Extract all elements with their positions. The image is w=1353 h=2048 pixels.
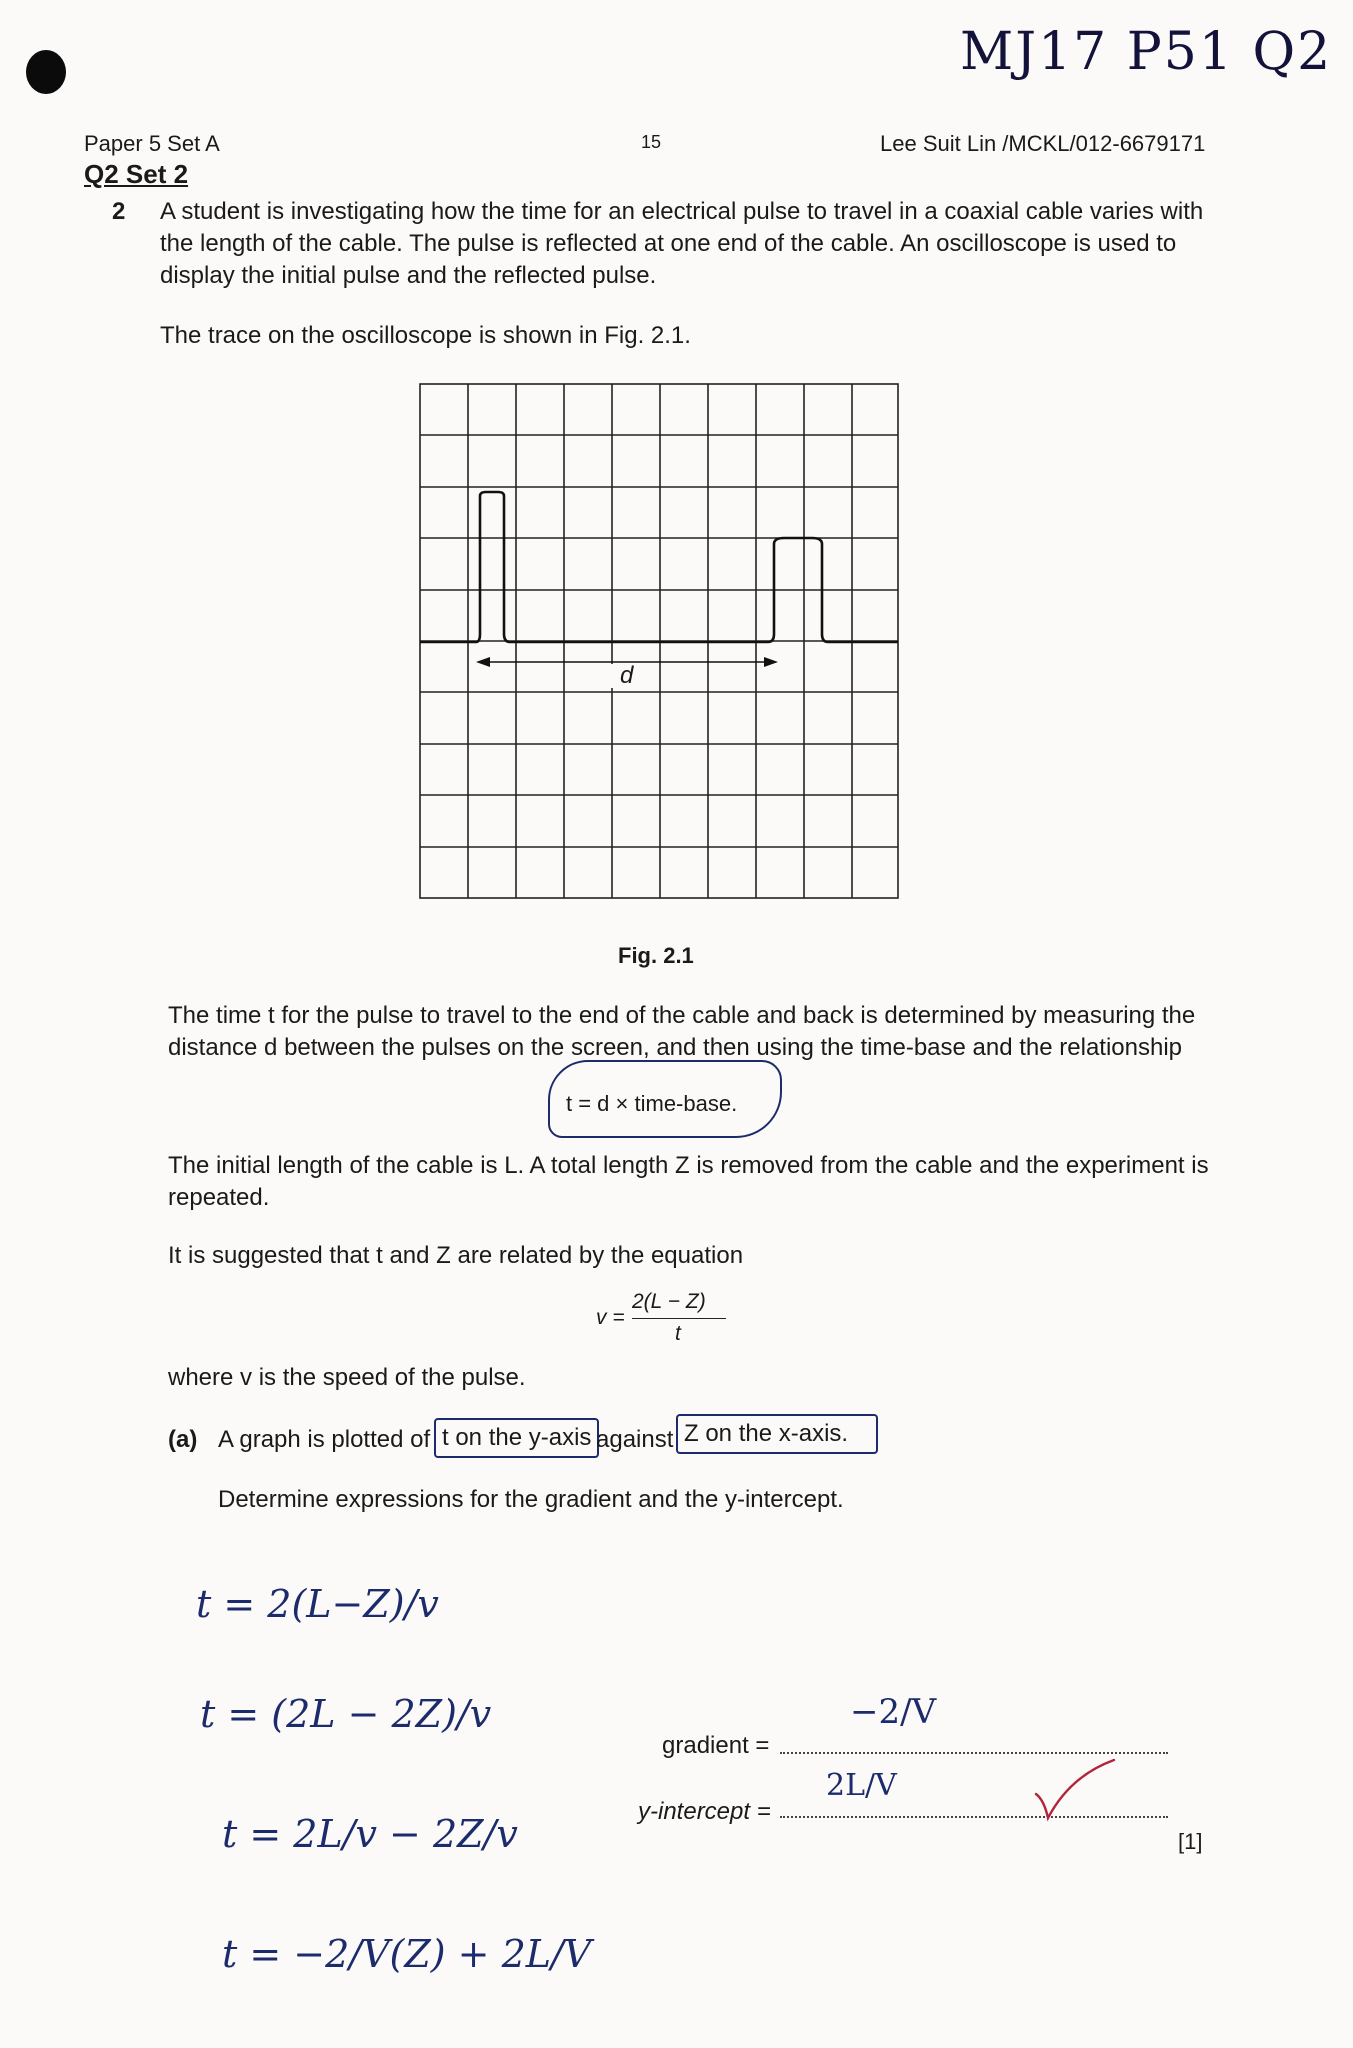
handwritten-tag: MJ17 P51 Q2	[960, 22, 1333, 82]
y-axis-phrase: t on the y-axis	[434, 1418, 599, 1458]
equation-numerator: 2(L − Z)	[632, 1290, 706, 1313]
length-line-2: repeated.	[168, 1184, 270, 1211]
pulse-trace	[420, 492, 898, 642]
suggest-line: It is suggested that t and Z are related by the equation	[168, 1242, 744, 1269]
intercept-label: y-intercept =	[638, 1798, 771, 1825]
part-a-middle: against	[596, 1426, 674, 1453]
part-a-prefix: A graph is plotted of	[218, 1426, 431, 1453]
gradient-label: gradient =	[662, 1732, 770, 1759]
marks: [1]	[1178, 1829, 1203, 1854]
question-number: 2	[112, 198, 126, 225]
gradient-value: −2/V	[850, 1692, 937, 1732]
trace-sentence: The trace on the oscilloscope is shown in Fig. 2.1.	[160, 322, 691, 349]
working-line-2: t = (2L − 2Z)/v	[200, 1692, 492, 1736]
intro-line-1: A student is investigating how the time for an electrical pulse to travel in a coaxial cable varies with	[160, 198, 1204, 225]
set-heading: Q2 Set 2	[84, 159, 189, 189]
intro-line-2: the length of the cable. The pulse is reflected at one end of the cable. An oscilloscope is used to	[160, 230, 1177, 257]
oscilloscope-trace	[418, 382, 900, 900]
ink-dot	[26, 50, 66, 94]
x-axis-phrase: Z on the x-axis.	[676, 1414, 878, 1454]
tick-mark-icon	[1030, 1756, 1120, 1826]
header-left: Paper 5 Set A	[84, 131, 220, 156]
part-a-label: (a)	[168, 1426, 198, 1453]
working-line-3: t = 2L/v − 2Z/v	[222, 1812, 518, 1856]
where-line: where v is the speed of the pulse.	[168, 1364, 526, 1391]
figure-caption: Fig. 2.1	[618, 943, 694, 968]
working-line-1: t = 2(L−Z)/v	[196, 1582, 439, 1626]
time-line-2: distance d between the pulses on the screen, and then using the time-base and the relationship	[168, 1034, 1183, 1061]
working-line-4: t = −2/V(Z) + 2L/V	[222, 1932, 592, 1976]
time-line-1: The time t for the pulse to travel to the end of the cable and back is determined by measuring the	[168, 1002, 1196, 1029]
length-line-1: The initial length of the cable is L. A total length Z is removed from the cable and the experiment is	[168, 1152, 1209, 1179]
relationship: t = d × time-base.	[566, 1091, 738, 1116]
equation-lhs: v =	[596, 1306, 625, 1329]
gradient-answer-line[interactable]	[780, 1752, 1168, 1754]
d-label: d	[620, 662, 634, 689]
part-a-instruction: Determine expressions for the gradient and the y-intercept.	[218, 1486, 844, 1513]
equation-denominator: t	[675, 1322, 681, 1345]
equation-fraction-bar	[632, 1318, 726, 1319]
header-right: Lee Suit Lin /MCKL/012-6679171	[880, 131, 1206, 156]
intro-line-3: display the initial pulse and the reflected pulse.	[160, 262, 657, 289]
page-number: 15	[641, 132, 662, 152]
intercept-value: 2L/V	[826, 1768, 897, 1803]
